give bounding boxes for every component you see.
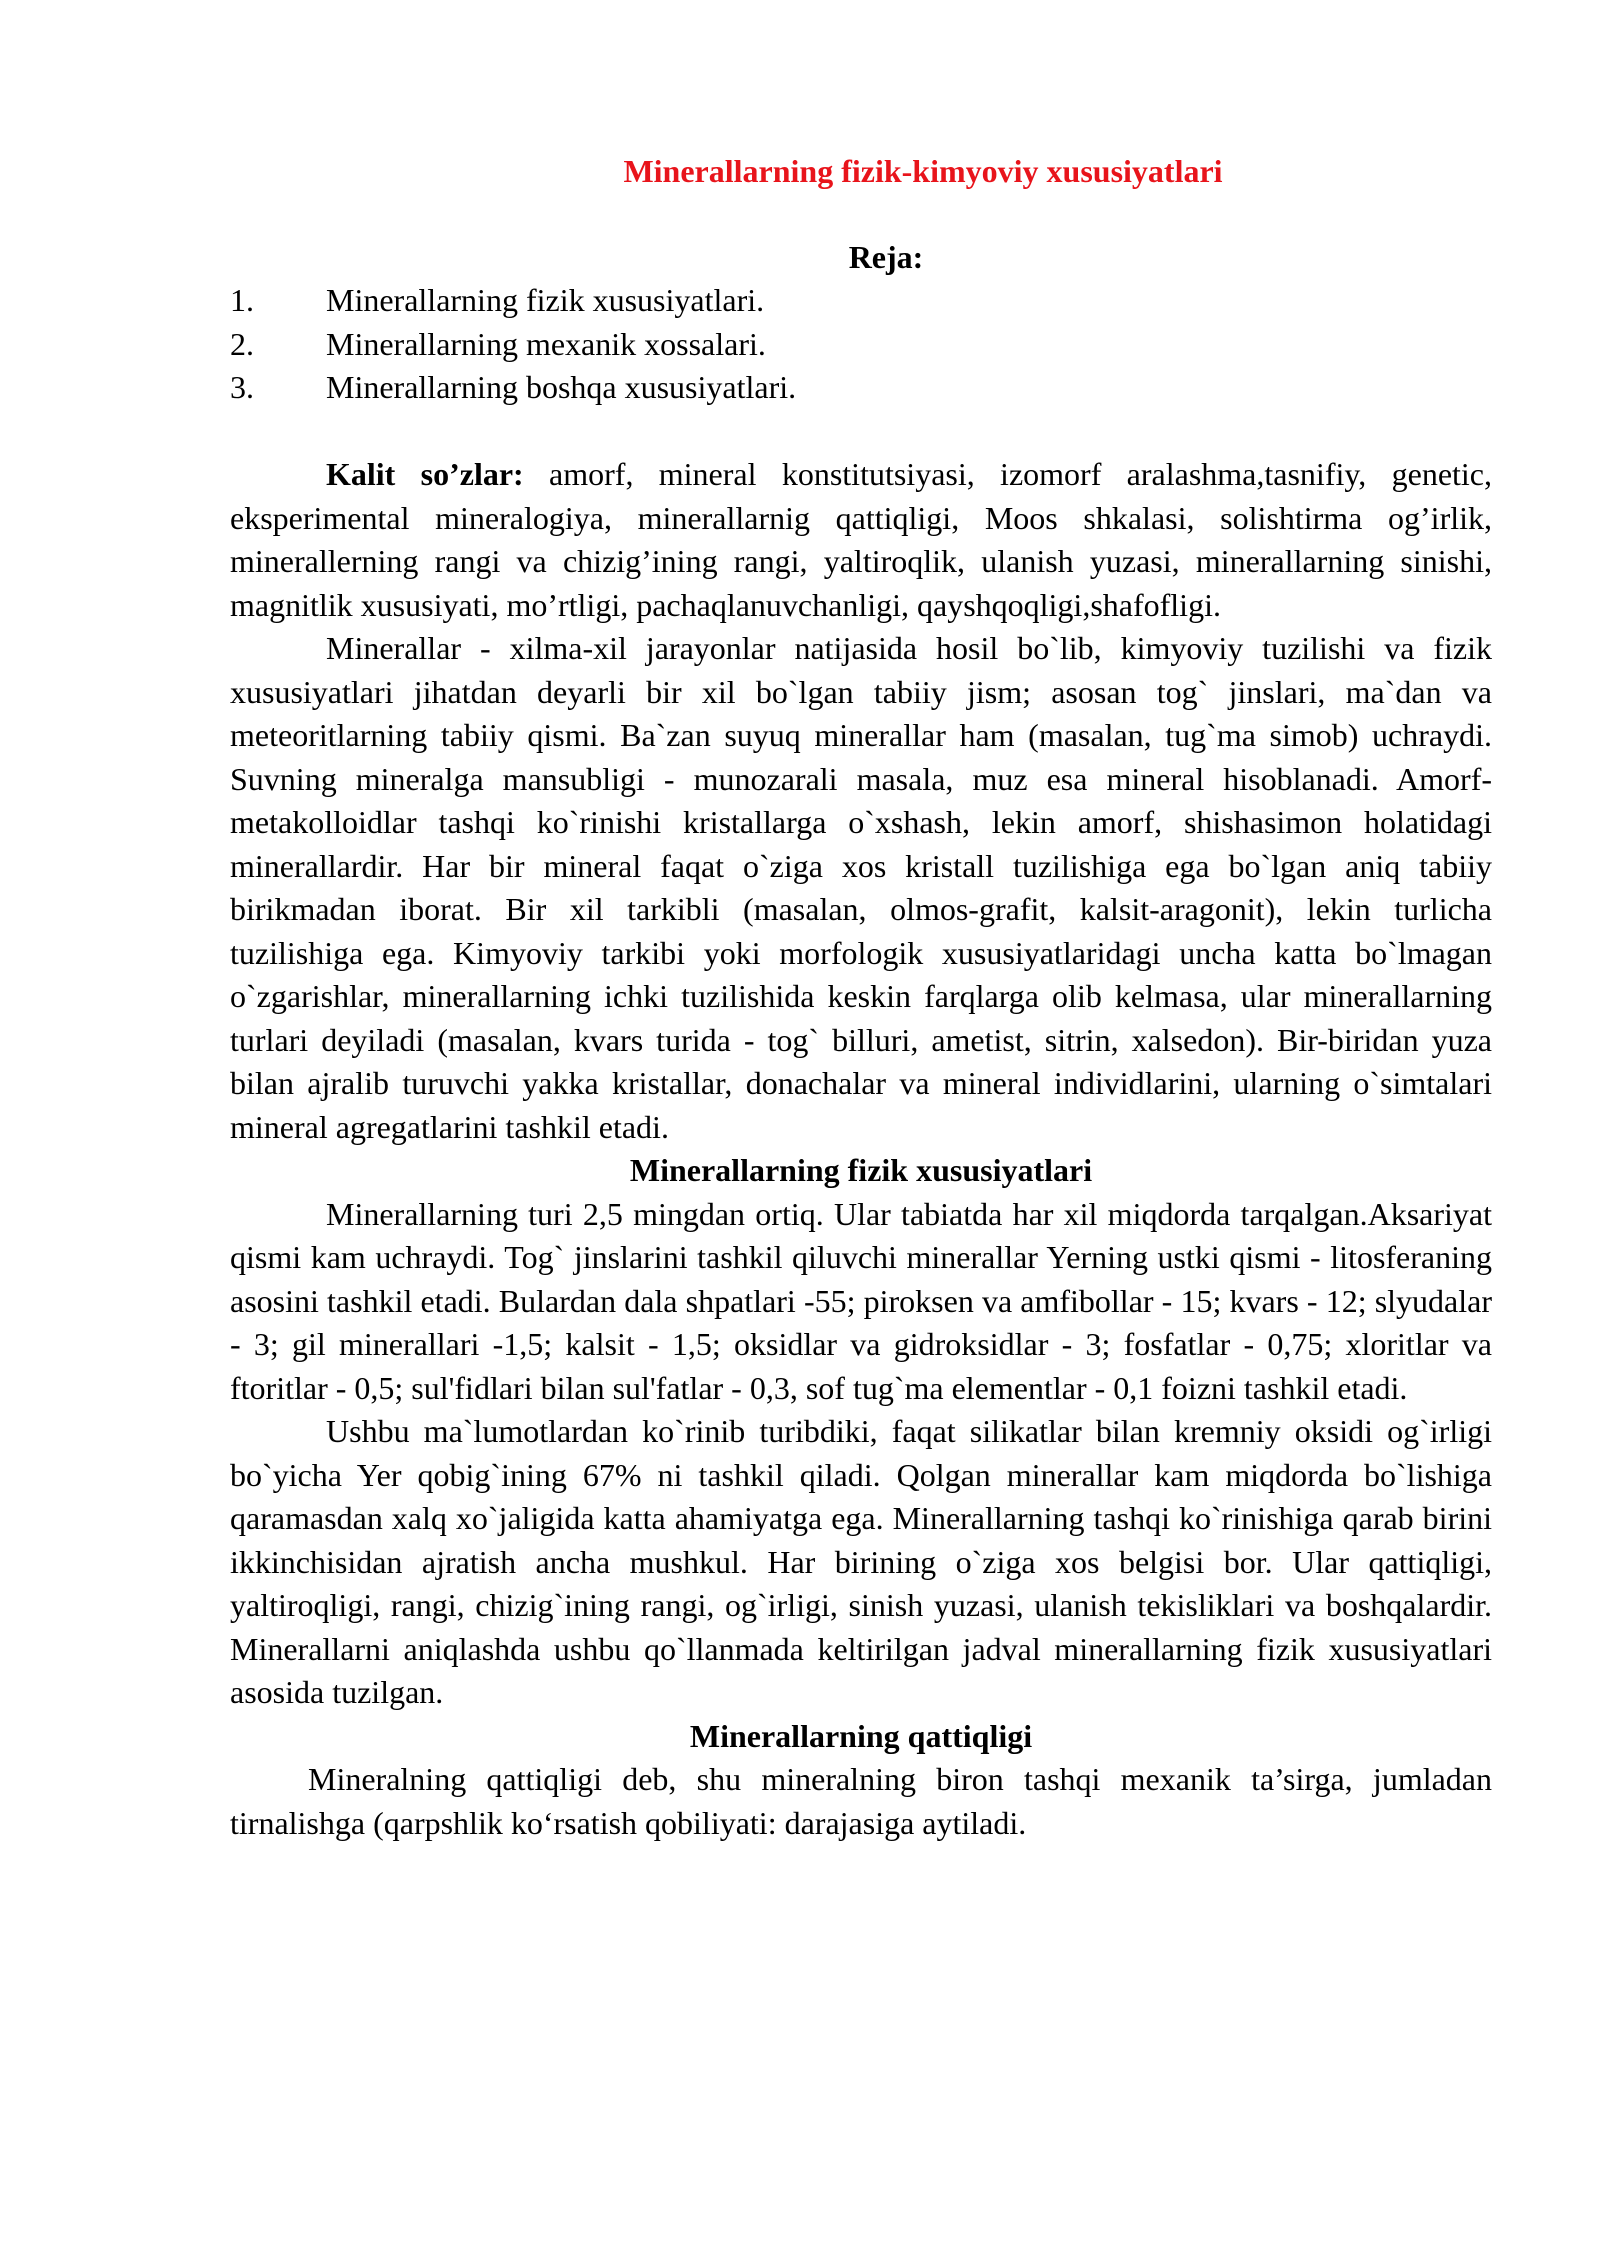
section-heading-hardness: Minerallarning qattiqligi	[689, 1717, 1033, 1754]
plan-item-number: 2.	[230, 325, 254, 362]
intro-paragraph: Minerallar - xilma-xil jarayonlar natijasida hosil bo`lib, kimyoviy tuzilishi va fizik xususiyatlari jihatdan deyarli bir xil bo`lgan tabiiy jism; asosan tog` jinslari, ma`dan va meteoritlarning tabiiy qismi. Ba`zan suyuq minerallar ham (masalan, tug`ma simob) uchraydi. Suvning mineralga mansubligi - munozarali masala, muz esa mineral hisoblanadi. Amorf-metakolloidlar tashqi ko`rinishi kristallarga o`xshash, lekin amorf, shishasimon holatidagi minerallardir. Har bir mineral faqat o`ziga xos kristall tuzilishiga ega bo`lgan aniq tabiiy birikmadan iborat. Bir xil tarkibli (masalan, olmos-grafit, kalsit-aragonit), lekin turlicha tuzilishiga ega. Kimyoviy tarkibi yoki morfologik xususiyatlaridagi uncha katta bo`lmagan o`zgarishlar, minerallarning ichki tuzilishida keskin farqlarga olib kelmasa, ular minerallarning turlari deyiladi (masalan, kvars turida - tog` billuri, ametist, sitrin, xalsedon). Bir-biridan yuza bilan ajralib turuvchi yakka kristallar, donachalar va mineral individlarini, ularning o`simtalari mineral agregatlarini tashkil etadi.	[230, 630, 1492, 1145]
plan-item	[230, 323, 1492, 367]
keywords-paragraph	[230, 453, 1492, 627]
plan-heading: Reja:	[848, 238, 924, 275]
physical-paragraph-1: Minerallarning turi 2,5 mingdan ortiq. Ular tabiatda har xil miqdorda tarqalgan.Aksariyat qismi kam uchraydi. Tog` jinslarini tashkil qiluvchi minerallar Yerning ustki qismi - litosferaning asosini tashkil etadi. Bulardan dala shpatlari -55; piroksen va amfibollar - 15; kvars - 12; slyudalar - 3; gil minerallari -1,5; kalsit - 1,5; oksidlar va gidroksidlar - 3; fosfatlar - 0,75; xloritlar va ftoritlar - 0,5; sul'fidlari bilan sul'fatlar - 0,3, sof tug`ma elementlar - 0,1 foizni tashkil etadi.	[230, 1195, 1492, 1406]
plan-item-text: Minerallarning boshqa xususiyatlari.	[326, 369, 797, 405]
keywords-label: Kalit so’zlar:	[326, 456, 524, 492]
plan-item-number: 1.	[230, 282, 254, 318]
plan-item-text: Minerallarning mexanik xossalari.	[326, 325, 766, 362]
plan-list	[230, 279, 1492, 410]
document-page	[230, 150, 1492, 1845]
keywords-text: amorf, mineral konstitutsiyasi, izomorf aralashma,tasnifiy, genetic, eksperimental mineralogiya, minerallarnig qattiqligi, Moos shkalasi, solishtirma og’irlik, minerallerning rangi va chizig’ining rangi, yaltiroqlik, ulanish yuzasi, minerallarning sinishi, magnitlik xususiyati, mo’rtligi, pachaqlanuvchanligi, qayshqoqligi,shafofligi.	[230, 456, 1493, 623]
physical-paragraph-2: Ushbu ma`lumotlardan ko`rinib turibdiki, faqat silikatlar bilan kremniy oksidi og`irligi bo`yicha Yer qobig`ining 67% ni tashkil qiladi. Qolgan minerallar kam miqdorda bo`lishiga qaramasdan xalq xo`jaligida katta ahamiyatga ega. Minerallarning tashqi ko`rinishiga qarab birini ikkinchisidan ajratish ancha mushkul. Har birining o`ziga xos belgisi bor. Ular qattiqligi, yaltiroqligi, rangi, chizig`ining rangi, og`irligi, sinish yuzasi, ulanish tekisliklari va boshqalardir. Minerallarni aniqlashda ushbu qo`llanmada keltirilgan jadval minerallarning fizik xususiyatlari asosida tuzilgan.	[230, 1413, 1492, 1710]
document-title: Minerallarning fizik-kimyoviy xususiyatlari	[623, 153, 1223, 189]
plan-item-text: Minerallarning fizik xususiyatlari.	[326, 282, 765, 318]
plan-item-number: 3.	[230, 369, 254, 405]
hardness-paragraph-1: Mineralning qattiqligi deb, shu mineralning biron tashqi mexanik ta’sirga, jumladan tirnalishga (qarpshlik ko‘rsatish qobiliyati: darajasiga aytiladi.	[230, 1761, 1492, 1841]
plan-item	[230, 279, 1492, 323]
section-heading-physical: Minerallarning fizik xususiyatlari	[629, 1152, 1093, 1188]
plan-item	[230, 366, 1492, 410]
